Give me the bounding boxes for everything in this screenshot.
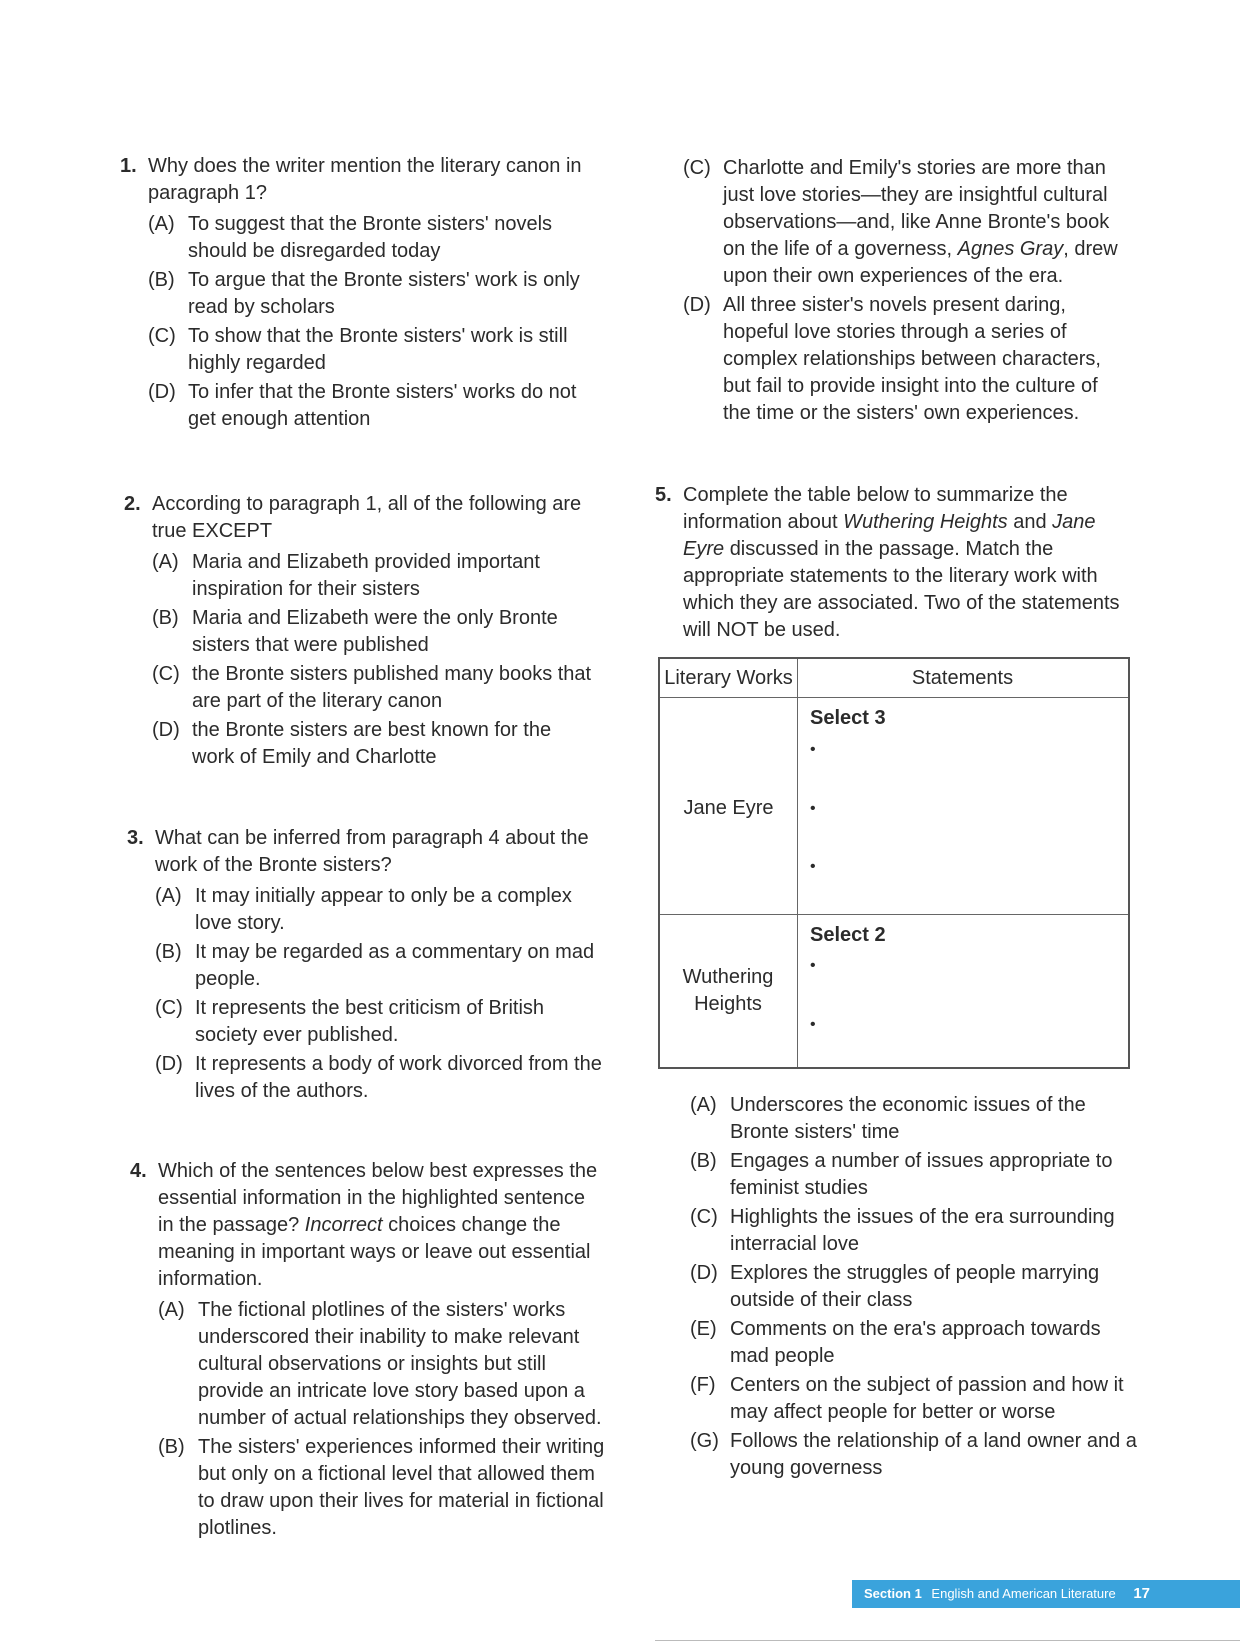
option-letter: (C) [148, 325, 176, 347]
statement-option[interactable] [690, 1316, 1138, 1370]
option-letter: (A) [148, 213, 175, 235]
option-letter: (D) [683, 294, 711, 316]
option-text: Highlights the issues of the era surrounding interracial love [730, 1206, 1115, 1255]
select-3-label: Select 3 [810, 707, 886, 729]
statement-option[interactable] [690, 1092, 1138, 1146]
option-text: Comments on the era's approach towards mad people [730, 1318, 1101, 1367]
matching-table [658, 657, 1130, 1069]
answer-option[interactable] [148, 379, 590, 433]
statement-option[interactable] [690, 1428, 1138, 1482]
answer-option[interactable] [152, 717, 594, 771]
option-text: The sisters' experiences informed their writing but only on a fictional level that allowed them to draw upon their lives for material in fictional plotlines. [198, 1436, 605, 1539]
option-text: To infer that the Bronte sisters' works do not get enough attention [188, 381, 577, 430]
question-prompt: Complete the table below to summarize the information about Wuthering Heights and Jane Eyre discussed in the passage. Match the appropriate statements to the literary work with which they are associated. Two of the statements will NOT be used. [683, 484, 1120, 641]
footer-section: Section 1 [864, 1586, 922, 1601]
statement-option[interactable] [690, 1372, 1138, 1426]
option-text: It represents a body of work divorced from the lives of the authors. [195, 1053, 602, 1102]
question-4 [130, 1158, 605, 1542]
option-letter: (F) [690, 1374, 716, 1396]
divider [655, 1640, 1240, 1641]
option-text: To show that the Bronte sisters' work is still highly regarded [188, 325, 568, 374]
statement-option[interactable] [690, 1260, 1138, 1314]
statement-options [690, 1090, 1138, 1482]
option-text: It represents the best criticism of British society ever published. [195, 997, 545, 1046]
question-prompt: What can be inferred from paragraph 4 about the work of the Bronte sisters? [155, 827, 589, 876]
answer-slot[interactable]: • [810, 741, 816, 758]
option-letter: (A) [690, 1094, 717, 1116]
answer-option[interactable] [152, 661, 594, 715]
option-letter: (D) [152, 719, 180, 741]
option-letter: (B) [155, 941, 182, 963]
option-text: Follows the relationship of a land owner and a young governess [730, 1430, 1137, 1479]
question-prompt: According to paragraph 1, all of the following are true EXCEPT [152, 493, 582, 542]
option-letter: (G) [690, 1430, 719, 1452]
answer-option[interactable] [152, 549, 594, 603]
answer-option[interactable] [155, 1051, 602, 1105]
option-letter: (A) [152, 551, 179, 573]
option-text: Charlotte and Emily's stories are more than just love stories—they are insightful cultural observations—and, like Anne Bronte's book on the life of a governess, Agnes Gray, drew upon their own experiences of the era. [723, 157, 1118, 287]
answer-option[interactable] [158, 1434, 605, 1542]
option-letter: (E) [690, 1318, 717, 1340]
answer-option[interactable] [683, 292, 1131, 427]
option-letter: (C) [152, 663, 180, 685]
answer-option[interactable] [152, 605, 594, 659]
footer-title: English and American Literature [931, 1586, 1116, 1601]
option-letter: (C) [690, 1206, 718, 1228]
answer-option[interactable] [155, 883, 602, 937]
option-text: Underscores the economic issues of the Bronte sisters' time [730, 1094, 1086, 1143]
question-2 [124, 491, 594, 771]
question-3 [127, 825, 602, 1105]
question-number: 1. [120, 155, 137, 177]
answer-option[interactable] [158, 1297, 605, 1432]
option-text: the Bronte sisters published many books that are part of the literary canon [192, 663, 592, 712]
option-text: It may be regarded as a commentary on mad people. [195, 941, 595, 990]
question-prompt: Which of the sentences below best expresses the essential information in the highlighted sentence in the passage? Incorrect choices change the meaning in important ways or leave out essential information. [158, 1160, 598, 1290]
option-letter: (D) [690, 1262, 718, 1284]
option-text: To argue that the Bronte sisters' work is only read by scholars [188, 269, 580, 318]
answer-slot[interactable]: • [810, 800, 816, 817]
answer-option[interactable] [148, 211, 590, 265]
row-work-wuthering-heights: Wuthering Heights [682, 966, 774, 1015]
answer-slot[interactable]: • [810, 858, 816, 875]
option-letter: (C) [155, 997, 183, 1019]
question-5 [655, 482, 1130, 644]
option-text: To suggest that the Bronte sisters' novels should be disregarded today [188, 213, 553, 262]
option-letter: (B) [158, 1436, 185, 1458]
option-text: Maria and Elizabeth provided important inspiration for their sisters [192, 551, 540, 600]
option-letter: (D) [148, 381, 176, 403]
question-number: 2. [124, 493, 141, 515]
option-letter: (A) [158, 1299, 185, 1321]
question-prompt: Why does the writer mention the literary canon in paragraph 1? [148, 155, 582, 204]
question-4-continued [683, 153, 1131, 427]
option-letter: (C) [683, 157, 711, 179]
answer-option[interactable] [155, 939, 602, 993]
page-number: 17 [1133, 1585, 1151, 1602]
option-text: the Bronte sisters are best known for the work of Emily and Charlotte [192, 719, 552, 768]
answer-slot[interactable]: • [810, 1016, 816, 1033]
header-literary-works: Literary Works [664, 667, 793, 689]
option-letter: (B) [152, 607, 179, 629]
option-text: Engages a number of issues appropriate to feminist studies [730, 1150, 1113, 1199]
option-letter: (B) [690, 1150, 717, 1172]
statement-option[interactable] [690, 1204, 1138, 1258]
answer-option[interactable] [155, 995, 602, 1049]
option-text: Centers on the subject of passion and how it may affect people for better or worse [730, 1374, 1124, 1423]
option-text: The fictional plotlines of the sisters' works underscored their inability to make relevant cultural observations or insights but still provide an intricate love story based upon a number of actual relationships they observed. [198, 1299, 602, 1429]
option-text: Maria and Elizabeth were the only Bronte sisters that were published [192, 607, 558, 656]
select-2-label: Select 2 [810, 924, 886, 946]
question-number: 3. [127, 827, 144, 849]
question-number: 5. [655, 484, 672, 506]
answer-option[interactable] [148, 323, 590, 377]
answer-option[interactable] [148, 267, 590, 321]
question-1 [120, 153, 590, 433]
page-footer [852, 1580, 1240, 1608]
answer-option[interactable] [683, 155, 1131, 290]
option-text: It may initially appear to only be a complex love story. [195, 885, 572, 934]
option-text: All three sister's novels present daring, hopeful love stories through a series of complex relationships between characters, but fail to provide insight into the culture of the time or the sisters' own experiences. [723, 294, 1101, 424]
option-letter: (A) [155, 885, 182, 907]
option-letter: (D) [155, 1053, 183, 1075]
header-statements: Statements [911, 667, 1014, 689]
question-number: 4. [130, 1160, 147, 1182]
option-text: Explores the struggles of people marrying outside of their class [730, 1262, 1100, 1311]
option-letter: (B) [148, 269, 175, 291]
statement-option[interactable] [690, 1148, 1138, 1202]
answer-slot[interactable]: • [810, 957, 816, 974]
row-work-jane-eyre: Jane Eyre [683, 797, 774, 819]
